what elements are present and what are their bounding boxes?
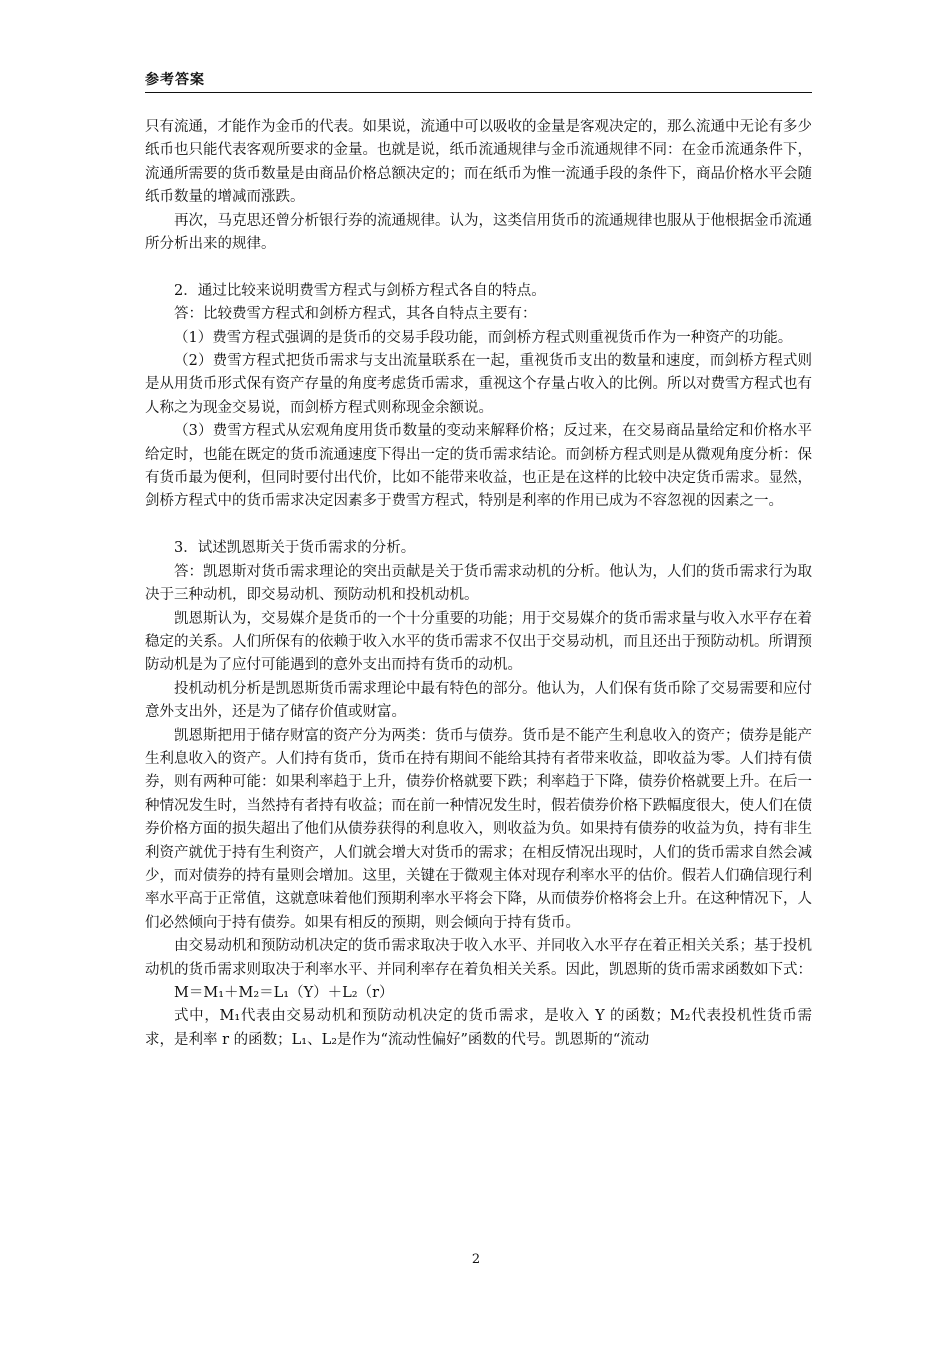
paragraph-speculative-motive: 投机动机分析是凯恩斯货币需求理论中最有特色的部分。他认为，人们保有货币除了交易需要和应付意外支出外，还是为了储存价值或财富。: [145, 680, 812, 721]
question-3-heading: 3．试述凯恩斯关于货币需求的分析。: [174, 540, 416, 557]
question-2-point-2: （2）费雪方程式把货币需求与支出流量联系在一起，重视货币支出的数量和速度，而剑桥方程式则是从用货币形式保有资产存量的角度考虑货币需求，重视这个存量占收入的比例。所以对费雪方程式也有人称之为现金交易说，而剑桥方程式则称现金余额说。: [145, 353, 812, 416]
question-3-answer-intro: 答：凯恩斯对货币需求理论的突出贡献是关于货币需求动机的分析。他认为，人们的货币需求行为取决于三种动机，即交易动机、预防动机和投机动机。: [145, 563, 812, 604]
question-2-point-1: （1）费雪方程式强调的是货币的交易手段功能，而剑桥方程式则重视货币作为一种资产的功能。: [174, 329, 793, 346]
header-title: 参考答案: [145, 72, 205, 88]
paragraph-money-vs-bonds: 凯恩斯把用于储存财富的资产分为两类：货币与债券。货币是不能产生利息收入的资产；债券是能产生利息收入的资产。人们持有货币，货币在持有期间不能给其持有者带来收益，即收益为零。人们持有债券，则有两种可能：如果利率趋于上升，债券价格就要下跌；利率趋于下降，债券价格就要上升。在后一种情况发生时，当然持有者持有收益；而在前一种情况发生时，假若债券价格下跌幅度很大，使人们在债券价格方面的损失超出了他们从债券获得的利息收入，则收益为负。如果持有债券的收益为负，持有非生利资产就优于持有生利资产，人们就会增大对货币的需求；在相反情况出现时，人们的货币需求自然会减少，而对债券的持有量则会增加。这里，关键在于微观主体对现存利率水平的估价。假若人们确信现行利率水平高于正常值，这就意味着他们预期利率水平将会下降，从而债券价格将会上升。在这种情况下，人们必然倾向于持有债券。如果有相反的预期，则会倾向于持有货币。: [145, 727, 812, 931]
paragraph-gap: [145, 256, 812, 279]
paragraph-continuation: 只有流通，才能作为金币的代表。如果说，流通中可以吸收的金量是客观决定的，那么流通中无论有多少纸币也只能代表客观所要求的金量。也就是说，纸币流通规律与金币流通规律不同：在金币流通条件下，流通所需要的货币数量是由商品价格总额决定的；而在纸币为惟一流通手段的条件下，商品价格水平会随纸币数量的增减而涨跌。: [145, 119, 812, 206]
paragraph-transaction-motive: 凯恩斯认为，交易媒介是货币的一个十分重要的功能；用于交易媒介的货币需求量与收入水平存在着稳定的关系。人们所保有的依赖于收入水平的货币需求不仅出于交易动机，而且还出于预防动机。所谓预防动机是为了应付可能遇到的意外支出而持有货币的动机。: [145, 610, 812, 674]
question-2-answer-intro: 答：比较费雪方程式和剑桥方程式，其各自特点主要有：: [174, 306, 537, 323]
page-header: [145, 70, 812, 93]
page-number: 2: [471, 1252, 481, 1267]
question-2-heading: 2．通过比较来说明费雪方程式与剑桥方程式各自的特点。: [174, 282, 546, 299]
paragraph-demand-function-intro: 由交易动机和预防动机决定的货币需求取决于收入水平、并同收入水平存在着正相关关系；基于投机动机的货币需求则取决于利率水平、并同利率存在着负相关关系。因此，凯恩斯的货币需求函数如下式：: [145, 938, 812, 978]
paragraph-gap: [145, 514, 812, 537]
paragraph-banknote-law: 再次，马克思还曾分析银行券的流通规律。认为，这类信用货币的流通规律也服从于他根据金币流通所分析出来的规律。: [145, 212, 812, 253]
paragraph-formula-explanation: 式中，M₁代表由交易动机和预防动机决定的货币需求，是收入 Y 的函数；M₂代表投机性货币需求，是利率 r 的函数；L₁、L₂是作为“流动性偏好”函数的代号。凯恩斯的“流动: [145, 1008, 812, 1048]
formula-money-demand: M＝M₁＋M₂＝L₁（Y）＋L₂（r）: [174, 985, 394, 1001]
question-2-point-3: （3）费雪方程式从宏观角度用货币数量的变动来解释价格；反过来，在交易商品量给定和价格水平给定时，也能在既定的货币流通速度下得出一定的货币需求结论。而剑桥方程式则是从微观角度分析：保有货币最为便利，但同时要付出代价，比如不能带来收益，也正是在这样的比较中决定货币需求。显然，剑桥方程式中的货币需求决定因素多于费雪方程式，特别是利率的作用已成为不容忽视的因素之一。: [145, 423, 812, 510]
document-body: [145, 116, 812, 1052]
